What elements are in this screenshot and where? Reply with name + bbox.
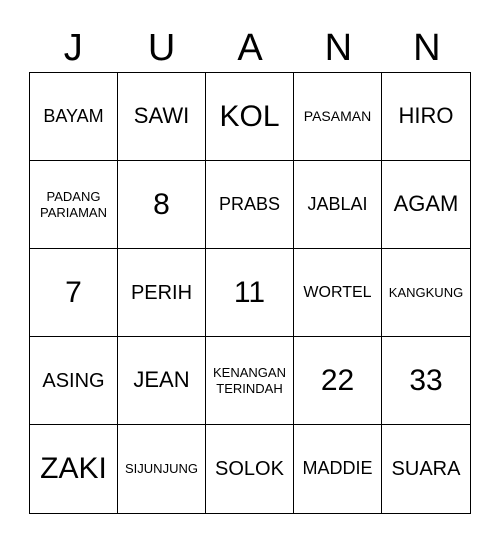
bingo-cell[interactable]: PRABS — [206, 161, 294, 249]
bingo-cell[interactable]: SOLOK — [206, 425, 294, 513]
header-letter: A — [237, 27, 263, 69]
header-letter: N — [324, 27, 353, 69]
bingo-cell[interactable]: WORTEL — [294, 249, 382, 337]
bingo-cell[interactable]: KOL — [206, 73, 294, 161]
bingo-cell[interactable]: JEAN — [118, 337, 206, 425]
bingo-cell[interactable]: ASING — [30, 337, 118, 425]
header-letter: U — [147, 27, 176, 69]
bingo-cell[interactable]: KENANGAN TERINDAH — [206, 337, 294, 425]
bingo-cell[interactable]: JABLAI — [294, 161, 382, 249]
bingo-cell[interactable]: BAYAM — [30, 73, 118, 161]
bingo-cell[interactable]: SIJUNJUNG — [118, 425, 206, 513]
bingo-cell[interactable]: ZAKI — [30, 425, 118, 513]
bingo-cell[interactable]: PADANG PARIAMAN — [30, 161, 118, 249]
bingo-cell[interactable]: 33 — [382, 337, 470, 425]
bingo-cell[interactable]: 11 — [206, 249, 294, 337]
bingo-cell[interactable]: PERIH — [118, 249, 206, 337]
bingo-header — [29, 24, 471, 72]
bingo-board — [29, 72, 471, 514]
bingo-cell[interactable]: SAWI — [118, 73, 206, 161]
header-letter: J — [63, 27, 83, 69]
bingo-cell[interactable]: MADDIE — [294, 425, 382, 513]
header-letter: N — [413, 27, 441, 69]
bingo-cell[interactable]: AGAM — [382, 161, 470, 249]
bingo-cell[interactable]: 7 — [30, 249, 118, 337]
bingo-cell[interactable]: 8 — [118, 161, 206, 249]
bingo-cell[interactable]: SUARA — [391, 458, 461, 480]
bingo-cell[interactable]: 22 — [294, 337, 382, 425]
bingo-cell[interactable]: KANGKUNG — [382, 249, 470, 337]
bingo-cell[interactable]: HIRO — [382, 73, 470, 161]
bingo-cell[interactable]: PASAMAN — [294, 73, 382, 161]
